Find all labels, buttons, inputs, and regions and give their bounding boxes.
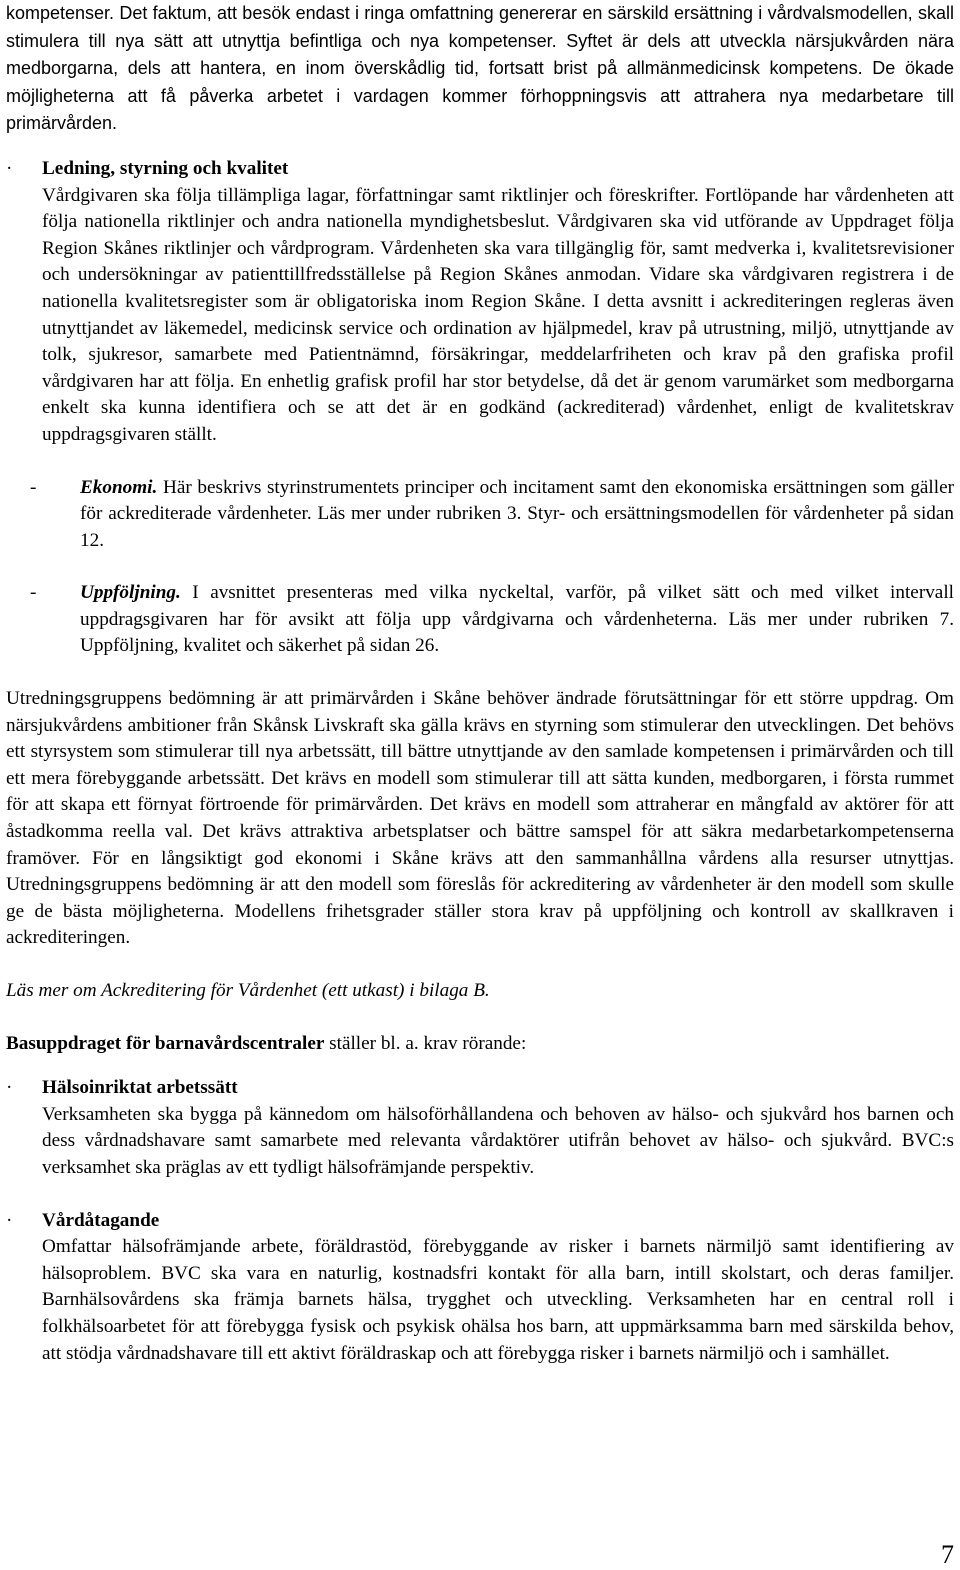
ledning-section bbox=[6, 156, 954, 449]
page-number: 7 bbox=[941, 1540, 954, 1569]
basuppdrag-rest: ställer bl. a. krav rörande: bbox=[324, 1032, 527, 1054]
basuppdrag-intro bbox=[6, 1031, 954, 1058]
dash-marker: - bbox=[30, 476, 37, 498]
intro-paragraph bbox=[6, 0, 954, 138]
uppfoljning-item bbox=[6, 580, 954, 660]
ekonomi-body: Här beskrivs styrinstrumentets principer och incitament samt den ekonomiska ersättningen som gäller för ackrediterade vårdenheter. Läs mer under rubriken 3. Styr- och ersättningsmodellen för vårdenheter på sidan 12. bbox=[80, 476, 954, 551]
ledning-heading: Ledning, styrning och kvalitet bbox=[42, 157, 289, 179]
intro-text-2: De ökade möjligheterna att få påverka arbetet i vardagen kommer förhoppningsvis att attrahera nya medarbetare till primärvården. bbox=[6, 58, 954, 134]
halso-section bbox=[6, 1075, 954, 1181]
document-page bbox=[6, 0, 954, 1367]
bedomning-paragraph: Utredningsgruppens bedömning är att primärvården i Skåne behöver ändrade förutsättningar för ett större uppdrag. Om närsjukvårdens ambitioner från Skånsk Livskraft ska gälla krävs en styrning som stimulerar den utvecklingen. Det behövs ett styrsystem som stimulerar till nya arbetssätt, till bättre utnyttjande av den samlade kompetensen i primärvården och till ett mera förebyggande arbetssätt. Det krävs en modell som stimulerar till att sätta kunden, medborgaren, i första rummet för att skapa ett förnyat förtroende för primärvården. Det krävs en modell som attraherar en mångfald av aktörer för att åstadkomma reella val. Det krävs attraktiva arbetsplatser och bättre samspel för att säkra medarbetarkompetenserna framöver. För en långsiktigt god ekonomi i Skåne krävs att den sammanhållna vårdens alla resurser utnyttjas. Utredningsgruppens bedömning är att den modell som föreslås för ackreditering av vårdenheter är den modell som skulle ge de bästa möjligheterna. Modellens frihetsgrader ställer stora krav på uppföljning och kontroll av skallkraven i ackrediteringen. bbox=[6, 688, 954, 949]
ledning-body: Vårdgivaren ska följa tillämpliga lagar, författningar samt riktlinjer och föreskrifter. Fortlöpande har vårdenheten att följa nationella riktlinjer och andra nationella myndighetsbeslut. Vårdgivaren ska vid utförande av Uppdraget följa Region Skånes riktlinjer och vårdprogram. Vårdenheten ska vara tillgänglig för, samt medverka i, kvalitetsrevisioner och undersökningar av patienttillfredsställelse på Region Skånes anmodan. Vidare ska vårdgivaren registrera i de nationella kvalitetsregister som är obligatoriska inom Region Skåne. I detta avsnitt i ackrediteringen regleras även utnyttjandet av läkemedel, medicinsk service och ordination av hjälpmedel, krav på utrustning, miljö, utnyttjande av tolk, sjukresor, samarbete med Patientnämnd, försäkringar, meddelarfriheten och krav på den grafiska profil vårdgivaren har att följa. En enhetlig grafisk profil har stor betydelse, då det är genom varumärket som medborgarna enkelt ska kunna identifiera och se att det är en godkänd (ackrediterad) vårdenhet, enligt de kvalitetskrav uppdragsgivaren ställt. bbox=[42, 184, 954, 445]
bullet-marker: · bbox=[6, 1209, 13, 1231]
ekonomi-paragraph bbox=[80, 475, 954, 555]
las-mer-note: Läs mer om Ackreditering för Vårdenhet (ett utkast) i bilaga B. bbox=[6, 980, 490, 1001]
vardatagande-heading: Vårdåtagande bbox=[42, 1209, 160, 1231]
vardatagande-body: Omfattar hälsofrämjande arbete, föräldrastöd, förebyggande av risker i barnets närmiljö samt identifiering av hälsoproblem. BVC ska vara en naturlig, kostnadsfri kontakt för alla barn, intill skolstart, och deras familjer. Barnhälsovårdens ska främja barnets hälsa, trygghet och utveckling. Verksamheten har en central roll i folkhälsoarbetet för att förebygga fysisk och psykisk ohälsa hos barn, att uppmärksamma barn med särskilda behov, att stödja vårdnadshavare till ett aktivt föräldraskap och att förebygga risker i barnets närmiljö och i samhället. bbox=[42, 1236, 954, 1364]
bullet-marker: · bbox=[6, 1077, 13, 1099]
bullet-marker: · bbox=[6, 157, 13, 179]
halso-heading: Hälsoinriktat arbetssätt bbox=[42, 1077, 238, 1099]
halso-body: Verksamheten ska bygga på kännedom om hälsoförhållandena och behoven av hälso- och sjukvård hos barnen och dess vårdnadshavare samt samarbete med relevanta vårdaktörer utifrån behovet av hälso- och sjukvård. BVC:s verksamhet ska präglas av ett tydligt hälsofrämjande perspektiv. bbox=[42, 1103, 954, 1178]
basuppdrag-bold: Basuppdraget för barnavårdscentraler bbox=[6, 1032, 325, 1054]
vardatagande-section bbox=[6, 1208, 954, 1368]
uppfoljning-paragraph bbox=[80, 580, 954, 660]
ekonomi-item bbox=[6, 475, 954, 555]
intro-text-1: kompetenser. Det faktum, att besök endast i ringa omfattning genererar en särskild ersättning i vårdvalsmodellen, skall stimulera till nya sätt att utnyttja befintliga och nya kompetenser. Syftet är dels att utveckla närsjukvården nära medborgarna, dels att hantera, en inom överskådlig tid, fortsatt brist på allmänmedicinsk kompetens. bbox=[6, 3, 954, 79]
dash-marker: - bbox=[30, 582, 37, 604]
uppfoljning-lead: Uppföljning. bbox=[80, 582, 181, 604]
uppfoljning-body: I avsnittet presenteras med vilka nyckeltal, varför, på vilket sätt och med vilket intervall uppdragsgivaren har för avsikt att följa upp vårdgivarna och vårdenheterna. Läs mer under rubriken 7. Uppföljning, kvalitet och säkerhet på sidan 26. bbox=[80, 582, 954, 657]
ekonomi-lead: Ekonomi. bbox=[80, 476, 158, 498]
